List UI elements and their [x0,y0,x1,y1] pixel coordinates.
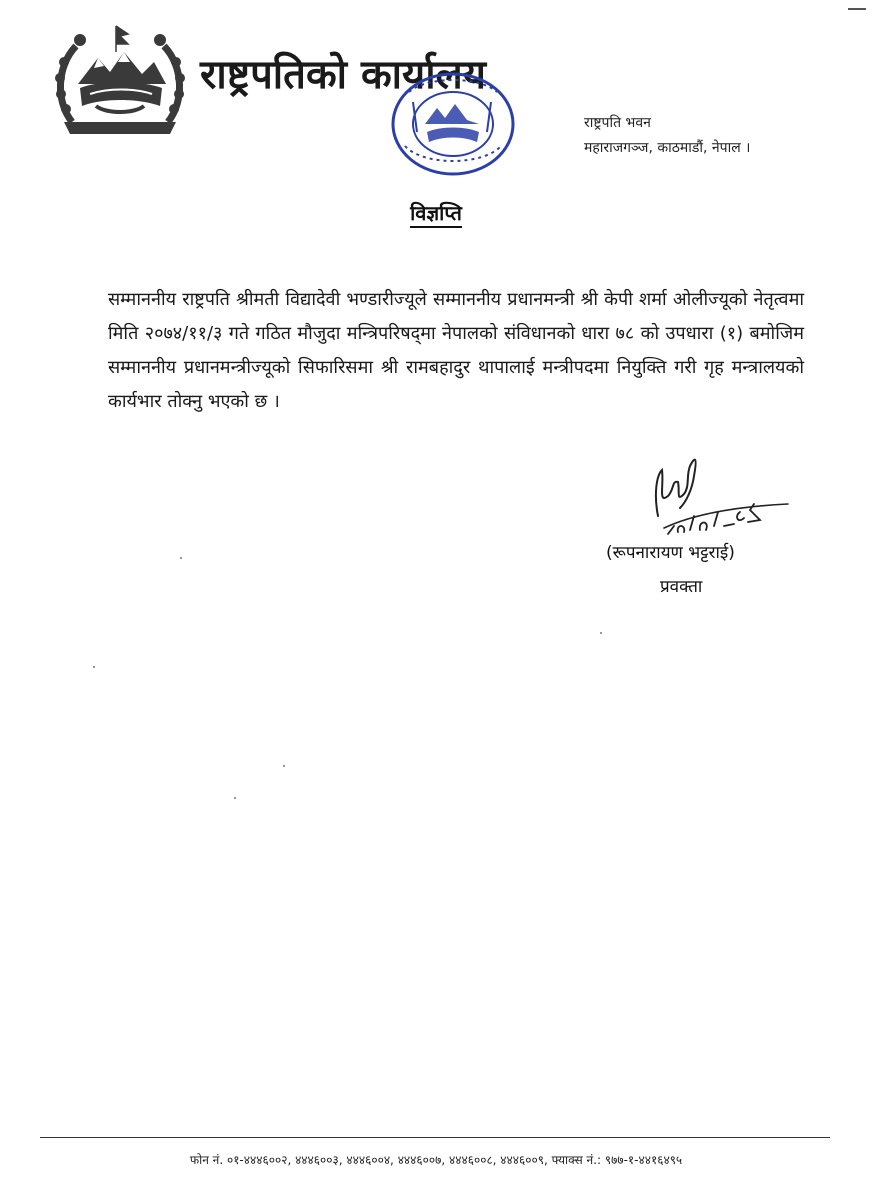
nepal-emblem-icon [50,22,190,140]
signatory-title: प्रवक्ता [660,577,703,597]
scan-corner-mark [848,8,866,10]
office-address [584,111,750,161]
signatory-name: (रूपनारायण भट्टराई) [606,543,735,563]
scan-speck [600,632,602,634]
scan-speck [93,666,95,668]
office-title: राष्ट्रपतिको कार्यालय [200,52,486,98]
address-line-1: राष्ट्रपति भवन [584,115,651,131]
handwritten-signature-icon [628,446,798,546]
footer-contact: फोन नं. ०१-४४४६००२, ४४४६००३, ४४४६००४, ४४४६००७, ४४४६००८, ४४४६००९, फ्याक्स नं.: ९७७-१-४४१६४९५ [189,1153,683,1167]
address-line-2: महाराजगञ्ज, काठमाडौं, नेपाल । [584,140,751,156]
notice-heading [0,198,872,228]
scan-speck [283,765,285,767]
footer-divider [40,1137,830,1138]
scan-speck [180,557,182,559]
notice-body: सम्माननीय राष्ट्रपति श्रीमती विद्यादेवी भण्डारीज्यूले सम्माननीय प्रधानमन्त्री श्री केपी शर्मा ओलीज्यूको नेतृत्वमा मिति २०७४/११/३ गते गठित मौजुदा मन्त्रिपरिषद्‌मा नेपालको संविधानको धारा ७८ को उपधारा (१) बमोजिम सम्माननीय प्रधानमन्त्रीज्यूको सिफारिसमा श्री रामबहादुर थापालाई मन्त्रीपदमा नियुक्ति गरी गृह मन्त्रालयको कार्यभार तोक्नु भएको छ । [108,289,804,412]
office-seal-icon [383,62,523,192]
scan-speck [234,797,236,799]
notice-heading-text: विज्ञप्ति [410,201,462,228]
